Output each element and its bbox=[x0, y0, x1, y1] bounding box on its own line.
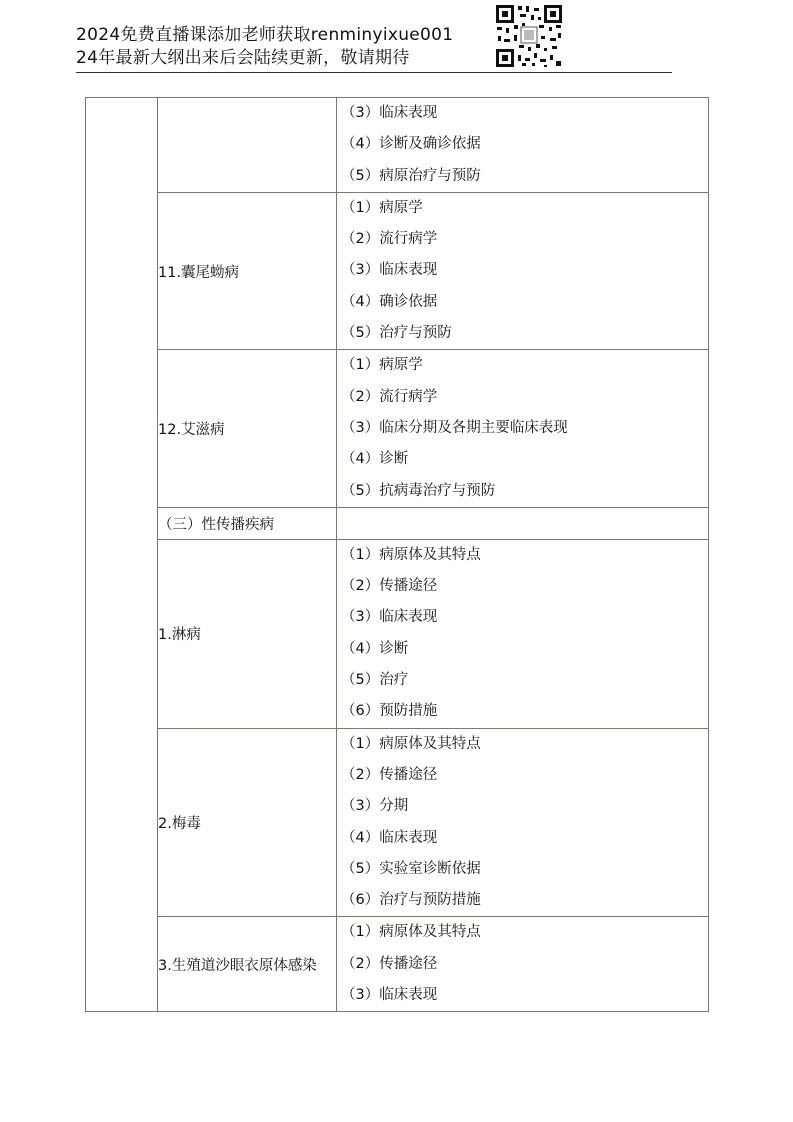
empty-cell bbox=[337, 507, 709, 539]
list-item: （1）病原体及其特点 bbox=[341, 546, 481, 563]
table-row bbox=[86, 539, 709, 728]
topic-cell: 3.生殖道沙眼衣原体感染 bbox=[158, 917, 337, 1012]
table-row bbox=[86, 192, 709, 349]
list-item: （1）病原学 bbox=[341, 357, 423, 374]
list-item: （1）病原体及其特点 bbox=[341, 924, 481, 941]
list-item: （3）临床表现 bbox=[341, 105, 438, 121]
topic-cell: 12.艾滋病 bbox=[158, 350, 337, 507]
items-cell bbox=[337, 539, 709, 728]
list-item: （2）流行病学 bbox=[341, 388, 438, 405]
list-item: （4）确诊依据 bbox=[341, 293, 438, 310]
list-item: （6）治疗与预防措施 bbox=[341, 892, 481, 909]
header-line-1: 2024免费直播课添加老师获取renminyixue001 bbox=[76, 25, 454, 45]
list-item: （3）临床表现 bbox=[341, 609, 438, 626]
topic-cell: 1.淋病 bbox=[158, 539, 337, 728]
table-row bbox=[86, 728, 709, 917]
topic-cell: 2.梅毒 bbox=[158, 728, 337, 917]
topic-cell: 11.囊尾蚴病 bbox=[158, 192, 337, 349]
topic-cell bbox=[158, 98, 337, 193]
items-cell bbox=[337, 350, 709, 507]
table-row bbox=[86, 98, 709, 193]
list-item: （3）临床表现 bbox=[341, 262, 438, 279]
list-item: （6）预防措施 bbox=[341, 703, 438, 720]
list-item: （5）病原治疗与预防 bbox=[341, 167, 481, 184]
list-item: （2）流行病学 bbox=[341, 231, 438, 248]
table-row bbox=[86, 350, 709, 507]
list-item: （5）治疗 bbox=[341, 672, 409, 689]
list-item: （4）临床表现 bbox=[341, 829, 438, 846]
list-item: （4）诊断 bbox=[341, 451, 409, 468]
header-line-2: 24年最新大纲出来后会陆续更新，敬请期待 bbox=[76, 48, 410, 68]
list-item: （2）传播途径 bbox=[341, 578, 438, 595]
items-cell bbox=[337, 192, 709, 349]
header-divider bbox=[76, 72, 672, 73]
list-item: （1）病原体及其特点 bbox=[341, 735, 481, 752]
items-cell bbox=[337, 728, 709, 917]
list-item: （1）病原学 bbox=[341, 199, 423, 216]
syllabus-table bbox=[85, 97, 709, 1012]
qr-code-icon bbox=[494, 3, 564, 69]
table-row bbox=[86, 507, 709, 539]
section-heading-cell: （三）性传播疾病 bbox=[158, 507, 337, 539]
table-row bbox=[86, 917, 709, 1012]
list-item: （5）实验室诊断依据 bbox=[341, 860, 481, 877]
list-item: （5）抗病毒治疗与预防 bbox=[341, 482, 496, 499]
page-header bbox=[76, 24, 453, 70]
list-item: （3）临床分期及各期主要临床表现 bbox=[341, 419, 568, 436]
list-item: （2）传播途径 bbox=[341, 766, 438, 783]
list-item: （2）传播途径 bbox=[341, 955, 438, 972]
list-item: （3）临床表现 bbox=[341, 987, 438, 1004]
list-item: （3）分期 bbox=[341, 798, 409, 815]
unit-column-cell bbox=[86, 98, 158, 1012]
items-cell bbox=[337, 98, 709, 193]
items-cell bbox=[337, 917, 709, 1012]
list-item: （4）诊断及确诊依据 bbox=[341, 136, 481, 153]
list-item: （4）诊断 bbox=[341, 640, 409, 657]
list-item: （5）治疗与预防 bbox=[341, 325, 452, 342]
